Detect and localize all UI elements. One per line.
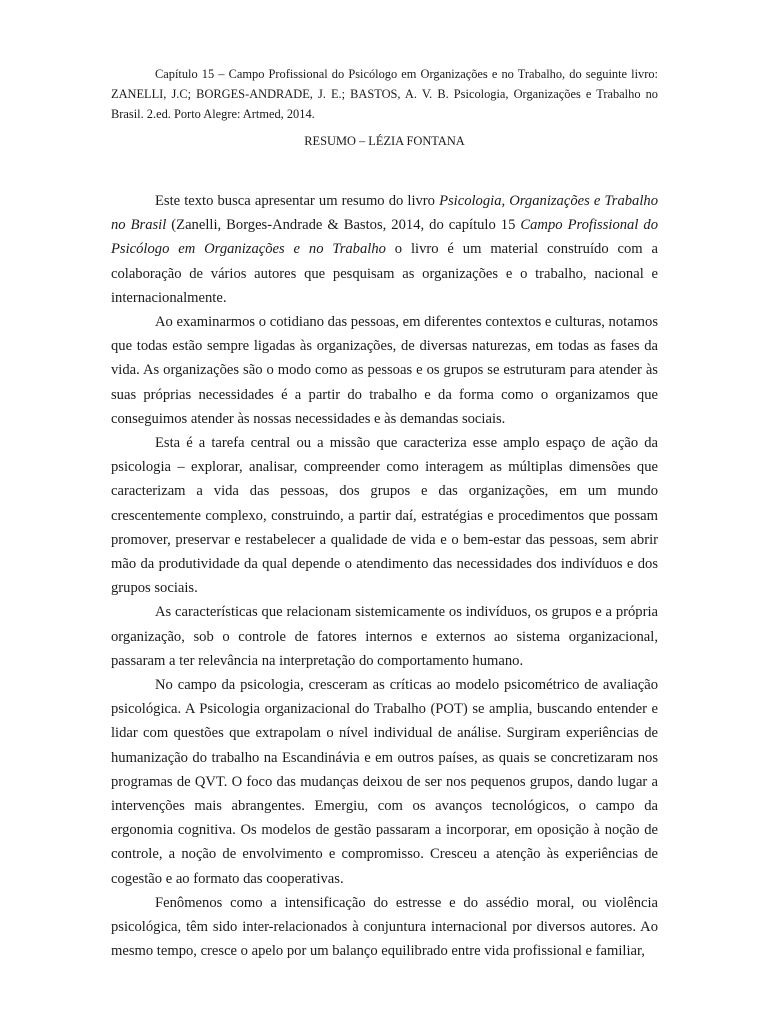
document-body [111, 189, 658, 964]
body-paragraph: Fenômenos como a intensificação do estresse e do assédio moral, ou violência psicológica, têm sido inter-relacionados à conjuntura internacional por diversos autores. Ao mesmo tempo, cresce o apelo por um balanço equilibrado entre vida profissional e familiar, [111, 894, 658, 960]
intro-text-part1: Este texto busca apresentar um resumo do livro [155, 193, 440, 209]
body-paragraph: No campo da psicologia, cresceram as críticas ao modelo psicométrico de avaliação psicológica. A Psicologia organizacional do Trabalho (POT) se amplia, buscando entender e lidar com questões que extrapolam o nível individual de análise. Surgiram experiências de humanização do trabalho na Escandinávia e em outros países, as quais se concretizaram nos programas de QVT. O foco das mudanças deixou de ser nos pequenos grupos, dando lugar a intervenções mais abrangentes. Emergiu, com os avanços tecnológicos, o campo da ergonomia cognitiva. Os modelos de gestão passaram a incorporar, em oposição à noção de controle, a noção de envolvimento e compromisso. Cresceu a atenção às experiências de cogestão e ao formato das cooperativas. [111, 677, 658, 887]
intro-paragraph [111, 189, 658, 310]
body-paragraph: Ao examinarmos o cotidiano das pessoas, em diferentes contextos e culturas, notamos que todas estão sempre ligadas às organizações, de diversas naturezas, em todas as fases da vida. As organizações são o modo como as pessoas e os grupos se estruturam para atender às suas próprias necessidades é a partir do trabalho e da forma como o organizamos que conseguimos atender às nossas necessidades e às demandas sociais. [111, 314, 658, 427]
document-page [111, 64, 658, 964]
chapter-title: Campo Profissional do Psicólogo em Organizações e no Trabalho [111, 217, 659, 258]
intro-text-part2: (Zanelli, Borges-Andrade & Bastos, 2014, do capítulo 15 [166, 217, 521, 234]
summary-author-heading: RESUMO – LÉZIA FONTANA [304, 134, 465, 148]
book-title: Psicologia, Organizações e Trabalho no Brasil [111, 193, 658, 234]
intro-text-part3: o livro é um material construído com a colaboração de vários autores que pesquisam as organizações e o trabalho, nacional e internacionalmente. [111, 241, 658, 306]
body-paragraph: As características que relacionam sistemicamente os indivíduos, os grupos e a própria organização, sob o controle de fatores internos e externos ao sistema organizacional, passaram a ter relevância na interpretação do comportamento humano. [111, 604, 658, 669]
body-paragraph: Esta é a tarefa central ou a missão que caracteriza esse amplo espaço de ação da psicologia – explorar, analisar, compreender como interagem as múltiplas dimensões que caracterizam a vida das pessoas, dos grupos e das organizações, em um mundo crescentemente complexo, construindo, a partir daí, estratégias e procedimentos que possam promover, preservar e restabelecer a qualidade de vida e o bem-estar das pessoas, sem abrir mão da produtividade da qual depende o atendimento das necessidades dos indivíduos e dos grupos sociais. [111, 435, 658, 597]
bibliographic-citation: Capítulo 15 – Campo Profissional do Psicólogo em Organizações e no Trabalho, do seguinte livro: ZANELLI, J.C; BORGES-ANDRADE, J. E.; BASTOS, A. V. B. Psicologia, Organizações e Trabalho no Brasil. 2.ed. Porto Alegre: Artmed, 2014. [111, 67, 658, 121]
